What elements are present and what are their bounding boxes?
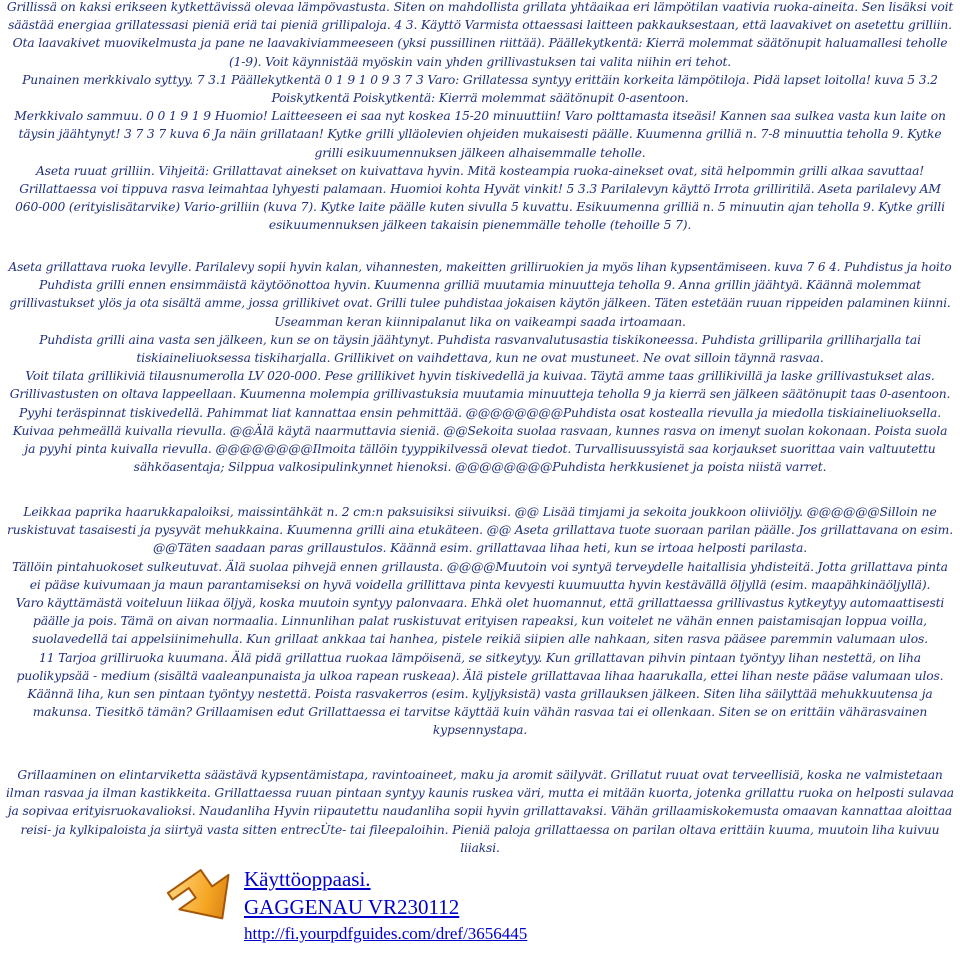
- text-line: ja pyyhi pinta kuivalla rievulla. @@@@@@@@Ilmoita tällöin tyyppikilvessä olevat tiedot. Turvallisuussyistä saa korjaukset suorittaa vain valtuutettu: [24, 442, 936, 457]
- text-line: täysin jäähtynyt! 3 7 3 7 kuva 6 Ja näin grillataan! Kytke grilli ylläolevien ohjeiden mukaisesti päälle. Kuumenna grilliä n. 7-8 minuuttia teholla 9. Kytke: [18, 127, 942, 142]
- text-line: makunsa. Tiesitkö tämän? Grillaamisen edut Grillattaessa ei tarvitse käyttää kuin vähän rasvaa tai ei ollenkaan. Siten se on erittäin vähärasvainen: [32, 705, 928, 720]
- text-block-1: [4, 0, 956, 235]
- text-block-3: [4, 503, 956, 740]
- text-line: Aseta ruuat grilliin. Vihjeitä: Grillattavat ainekset on kuivattava hyvin. Mitä kosteampia ruoka-ainekset ovat, sitä helpommin grilli alkaa savuttaa!: [35, 163, 925, 178]
- text-line: suolavedellä tai appelsiinimehulla. Kun grillaat ankkaa tai hanhea, pistele reikiä siipien alle nahkaan, siten rasva pääsee paremmin valumaan ulos.: [32, 632, 928, 647]
- text-line: reisi- ja kylkipaloista ja siirtyä vasta sitten entrecÙte- tai fileepaloihin. Pieniä paloja grillattaessa on parilan oltava erittäin kuuma, muutoin liha kuivuu: [20, 822, 940, 837]
- text-line: Puhdista grilli ennen ensimmäistä käytöönottoa hyvin. Kuumenna grilliä muutamia minuutteja teholla 9. Anna grillin jäähtyä. Käännä molemmat: [39, 278, 921, 293]
- url-link[interactable]: http://fi.yourpdfguides.com/dref/3656445: [244, 924, 528, 943]
- text-line: ruskistuvat tasaisesti ja pysyvät mehukkaina. Kuumenna grilli aina etukäteen. @@ Aseta grillattava tuote suoraan parilan päälle. Jos grillattavana on esim.: [7, 523, 953, 538]
- text-line: Grillaaminen on elintarviketta säästävä kypsentämistapa, ravintoaineet, maku ja aromit säilyvät. Grillatut ruuat ovat terveellisiä, koska ne valmistetaan: [17, 768, 943, 782]
- text-line: ilman rasvaa ja ilman kastikkeita. Grillattaessa ruuan pintaan syntyy kaunis ruskea väri, mutta ei mitään kuorta, jotenka grillattu ruoka on helposti sulavaa: [6, 786, 954, 801]
- manual-link[interactable]: Käyttöoppaasi.: [244, 867, 371, 891]
- text-line: Tällöin pintahuokoset sulkeutuvat. Älä suolaa pihvejä ennen grillausta. @@@@Muutoin voi syntyä terveydelle haitallisia yhdisteitä. Jotta grillattava pinta: [12, 559, 948, 574]
- text-line: Grillivastusten on oltava lappeellaan. Kuumenna molempia grillivastuksia muutamia minuutteja teholla 9 ja kierrä sen jälkeen säätönupit taas 0-asentoon.: [9, 387, 951, 402]
- text-line: tiskiaineliuoksessa tiskiharjalla. Grillikivet on vaihdettava, kun ne ovat mustuneet. Ne ovat silloin täynnä rasvaa.: [136, 351, 824, 366]
- text-line: esikuumennuksen jälkeen takaisin pienemmälle teholle (tehoille 5 7).: [268, 218, 692, 233]
- text-line: Käännä liha, kun sen pintaan työntyy nestettä. Poista rasvakerros (esim. kyljyksistä) vasta grillauksen jälkeen. Siten liha säilyttää mehukkuutensa ja: [27, 687, 933, 702]
- text-block-4: [4, 766, 956, 857]
- model-link[interactable]: GAGGENAU VR230112: [244, 895, 460, 919]
- text-line: säästää energiaa grillatessasi pieniä eriä tai pieniä grillipaloja. 4 3. Käyttö Varmista ottaessasi laitteen pakkauksestaan, että laavakivet on asetettu grilliin.: [8, 18, 952, 33]
- text-line: Voit tilata grillikiviä tilausnumerolla LV 020-000. Pese grillikivet hyvin tiskivedellä ja kuivaa. Täytä amme taas grillikivillä ja laske grillivastukset alas.: [25, 369, 935, 384]
- text-line: grilli esikuumennuksen jälkeen alhaisemmalle teholle.: [314, 145, 646, 160]
- pointing-arrow-icon: [164, 860, 234, 938]
- text-line: Leikkaa paprika haarukkapaloiksi, maissintähkät n. 2 cm:n paksuisiksi siivuiksi. @@ Lisää timjami ja sekoita joukkoon oliiviöljy. @@@@@@Silloin ne: [23, 505, 937, 519]
- text-line: Poiskytkentä Poiskytkentä: Kierrä molemmat säätönupit 0-asentoon.: [271, 91, 689, 106]
- text-line: Aseta grillattava ruoka levylle. Parilalevy sopii hyvin kalan, vihannesten, makeitten grilliruokien ja myös lihan kypsentämiseen. kuva 7 6 4. Puhdistus ja hoito: [8, 260, 952, 274]
- text-line: Grillissä on kaksi erikseen kytkettävissä olevaa lämpövastusta. Siten on mahdollista grillata yhtäaikaa eri lämpötilan vaativia ruoka-aineita. Sen lisäksi voit: [6, 0, 954, 14]
- text-line: 060-000 (erityislisätarvike) Vario-grilliin (kuva 7). Kytke laite päälle kuten sivulla 5 kuvattu. Esikuumenna grilliä n. 5 minuutin ajan teholla 9. Kytke grilli: [15, 200, 945, 215]
- text-line: Punainen merkkivalo syttyy. 7 3.1 Päällekytkentä 0 1 9 1 0 9 3 7 3 Varo: Grillatessa syntyy erittäin korkeita lämpötiloja. Pidä lapset loitolla! kuva 5 3.2: [22, 72, 938, 87]
- text-line: Varo käyttämästä voiteluun liikaa öljyä, koska muutoin syntyy palonvaara. Ehkä olet huomannut, että grillattaessa grillivastus kytkeytyy automaattisesti: [15, 596, 945, 611]
- text-line: ei pääse kuivumaan ja maun parantamiseksi on hyvä voidella grillittava pinta kevyesti kuumuutta hyvin kestävällä öljyllä (esim. maapähkinäöljyllä).: [29, 577, 931, 592]
- text-line: puolikypsää - medium (sisältä vaaleanpunaista ja ulkoa rapean ruskeaa). Älä pistele grillattavaa lihaa haarukalla, ettei lihan neste pääse valumaan ulos.: [16, 668, 944, 683]
- text-line: Pyyhi teräspinnat tiskivedellä. Pahimmat liat kannattaa ensin pehmittää. @@@@@@@@Puhdista osat kostealla rievulla ja miedolla tiskiaineliuoksella.: [19, 405, 941, 420]
- footer-links: [244, 866, 527, 947]
- text-line: @@Täten saadaan paras grillaustulos. Käännä esim. grillattavaa lihaa heti, kun se irtoaa helposti parilasta.: [153, 541, 807, 556]
- text-line: liiaksi.: [460, 840, 500, 855]
- text-line: Merkkivalo sammuu. 0 0 1 9 1 9 Huomio! Laitteeseen ei saa nyt koskea 15-20 minuuttiin! Varo polttamasta itseäsi! Kannen saa sulkea vasta kun laite on: [14, 109, 946, 124]
- text-line: Ota laavakivet muovikelmusta ja pane ne laavakiviammeeseen (yksi pussillinen riittää). Päällekytkentä: Kierrä molemmat säätönupit haluamallesi teholle: [12, 36, 948, 51]
- text-line: Grillattaessa voi tippuva rasva leimahtaa lyhyesti palamaan. Huomioi kohta Hyvät vinkit! 5 3.3 Parilalevyn käyttö Irrota grilliritilä. Aseta parilalevy AM: [19, 182, 941, 197]
- text-block-2: [4, 258, 956, 476]
- text-line: kypsennystapa.: [432, 723, 528, 738]
- text-line: Puhdista grilli aina vasta sen jälkeen, kun se on täysin jäähtynyt. Puhdista rasvanvalutusastia tiskikoneessa. Puhdista grilliparila grilliharjalla tai: [39, 332, 921, 347]
- text-line: sähköasentaja; Silppua valkosipulinkynnet hienoksi. @@@@@@@@Puhdista herkkusienet ja poista niistä varret.: [133, 460, 827, 475]
- text-line: Useamman keran kiinnipalanut lika on vaikeampi saada irtoamaan.: [274, 314, 686, 329]
- text-line: ja sopivaa erityisruokavalioksi. Naudanliha Hyvin riipautettu naudanliha sopii hyvin grillattavaksi. Vähän grillaamiskokemusta omaavan kannattaa aloittaa: [7, 804, 953, 819]
- text-line: Kuivaa pehmeällä kuivalla rievulla. @@Älä käytä naarmuttavia sieniä. @@Sekoita suolaa rasvaan, kunnes rasva on imenyt suolan kokonaan. Poista suola: [12, 423, 948, 438]
- text-line: päälle ja pois. Tämä on aivan normaalia. Linnunlihan palat ruskistuvat erityisen rapeaksi, kun voitelet ne vähän ennen paistamisajan loppua voilla,: [33, 614, 927, 629]
- text-line: 11 Tarjoa grilliruoka kuumana. Älä pidä grillattua ruokaa lämpöisenä, se sitkeytyy. Kun grillattavan pihvin pintaan työntyy lihan nestettä, on liha: [39, 650, 921, 665]
- text-line: (1-9). Voit käynnistää myöskin vain yhden grillivastuksen tai valita niihin eri tehot.: [228, 54, 732, 69]
- text-line: grillivastukset ylös ja ota sisältä amme, jossa grillikivet ovat. Grilli tulee puhdistaa jokaisen käytön jälkeen. Täten estetään ruuan rippeiden palaminen kiinni.: [9, 296, 951, 311]
